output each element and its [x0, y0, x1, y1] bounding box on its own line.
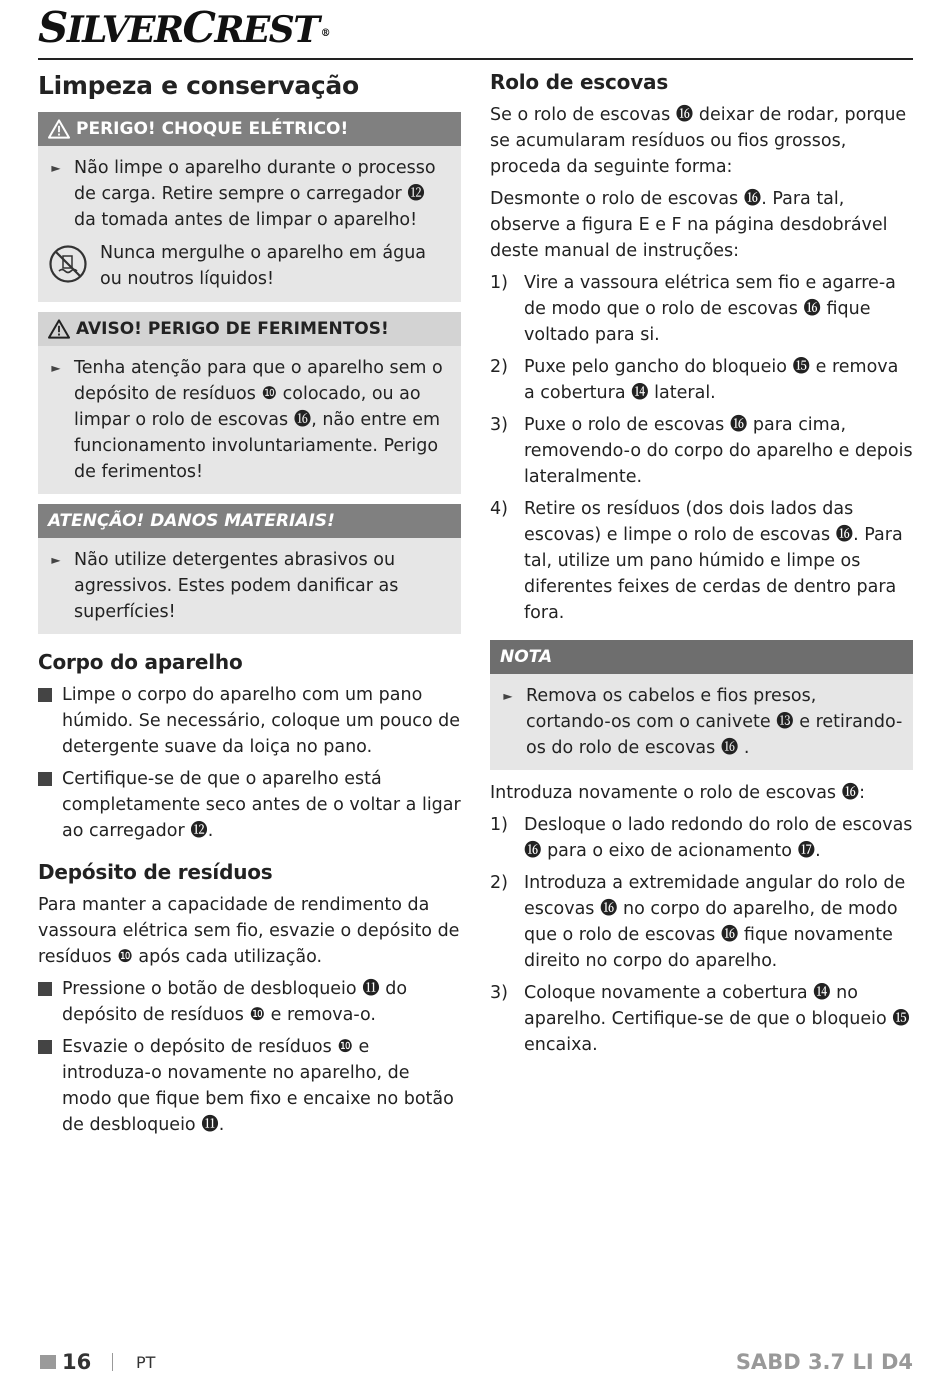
list-item: ► Não limpe o aparelho durante o processo de carga. Retire sempre o carregador ⓬ da tomada antes de limpar o aparelho!: [48, 152, 451, 236]
arrow-bullet-icon: ►: [51, 553, 61, 567]
caution-box: [38, 504, 461, 634]
square-bullet-icon: [38, 982, 52, 996]
list-item: 2) Introduza a extremidade angular do rolo de escovas ⓰ no corpo do aparelho, de modo que o rolo de escovas ⓰ fique novamente direito no corpo do aparelho.: [490, 873, 906, 971]
warning-triangle-icon: [48, 119, 70, 139]
right-column: [490, 66, 913, 1064]
danger-box-heading: PERIGO! CHOQUE ELÉTRICO!: [38, 112, 461, 146]
list-item: Limpe o corpo do aparelho com um pano húmido. Se necessário, coloque um pouco de detergente suave da loiça no pano.: [38, 682, 461, 760]
page-number: 16: [62, 1350, 92, 1374]
list-item: Pressione o botão de desbloqueio ⓫ do depósito de resíduos ❿ e remova-o.: [38, 976, 461, 1028]
list-item: 4) Retire os resíduos (dos dois lados das escovas) e limpe o rolo de escovas ⓰. Para tal, utilize um pano húmido e limpe os diferentes feixes de cerdas de dentro para fora.: [490, 499, 903, 623]
left-column: [38, 66, 461, 1144]
note-box: [490, 640, 913, 770]
list-item: 1) Desloque o lado redondo do rolo de escovas ⓰ para o eixo de acionamento ⓱.: [490, 815, 913, 861]
page-marker-icon: [40, 1355, 56, 1369]
subsection-title: Depósito de resíduos: [38, 860, 273, 884]
list-item: Nunca mergulhe o aparelho em água ou noutros líquidos!: [48, 236, 451, 296]
warning-box-heading: AVISO! PERIGO DE FERIMENTOS!: [38, 312, 461, 346]
subsection-title: Rolo de escovas: [490, 70, 669, 94]
list-item: Certifique-se de que o aparelho está completamente seco antes de o voltar a ligar ao carregador ⓬.: [38, 766, 461, 844]
list-item: ► Não utilize detergentes abrasivos ou agressivos. Estes podem danificar as superfícies!: [48, 544, 451, 628]
footer-divider: [112, 1353, 113, 1371]
caution-box-heading: ATENÇÃO! DANOS MATERIAIS!: [38, 504, 461, 538]
paragraph: Para manter a capacidade de rendimento da vassoura elétrica sem fio, esvazie o depósito de resíduos ❿ após cada utilização.: [38, 895, 460, 967]
language-code: PT: [136, 1353, 156, 1372]
paragraph: Introduza novamente o rolo de escovas ⓰:: [490, 783, 866, 803]
note-box-heading: NOTA: [490, 640, 913, 674]
arrow-bullet-icon: ►: [51, 361, 61, 375]
brand-logo: SILVERCREST ®: [38, 3, 331, 52]
steps-list: [490, 812, 913, 1058]
arrow-bullet-icon: ►: [503, 689, 513, 703]
steps-list: [490, 270, 913, 626]
list-item: Esvazie o depósito de resíduos ❿ e introduza-o novamente no aparelho, de modo que fique bem fixo e encaixe no botão de desbloqueio ⓫.: [38, 1034, 461, 1138]
warning-triangle-icon: [48, 319, 70, 339]
page-header: [38, 3, 913, 60]
page-footer: [38, 1344, 913, 1374]
list-item: 3) Puxe o rolo de escovas ⓰ para cima, removendo-o do corpo do aparelho e depois lateralmente.: [490, 415, 913, 487]
square-bullet-icon: [38, 688, 52, 702]
no-immersion-icon: [48, 244, 88, 284]
warning-box: [38, 312, 461, 494]
section-title: Limpeza e conservação: [38, 71, 359, 100]
list-item: ► Tenha atenção para que o aparelho sem o depósito de resíduos ❿ colocado, ou ao limpar o rolo de escovas ⓰, não entre em funcionamento involuntariamente. Perigo de ferimentos!: [48, 352, 451, 488]
list-item: ► Remova os cabelos e fios presos, cortando-os com o canivete ⓭ e retirando-os do rolo de escovas ⓰ .: [500, 680, 903, 764]
list-item: 2) Puxe pelo gancho do bloqueio ⓯ e remova a cobertura ⓮ lateral.: [490, 357, 899, 403]
paragraph: Se o rolo de escovas ⓰ deixar de rodar, porque se acumularam resíduos ou fios grossos, proceda da seguinte forma:: [490, 105, 907, 177]
danger-box: [38, 112, 461, 302]
list-item: 1) Vire a vassoura elétrica sem fio e agarre-a de modo que o rolo de escovas ⓰ fique voltado para si.: [490, 273, 896, 345]
arrow-bullet-icon: ►: [51, 161, 61, 175]
list-item: 3) Coloque novamente a cobertura ⓮ no aparelho. Certifique-se de que o bloqueio ⓯ encaixa.: [490, 983, 910, 1055]
model-number: SABD 3.7 LI D4: [735, 1350, 913, 1374]
square-bullet-icon: [38, 1040, 52, 1054]
subsection-title: Corpo do aparelho: [38, 650, 243, 674]
paragraph: Desmonte o rolo de escovas ⓰. Para tal, observe a figura E e F na página desdobrável deste manual de instruções:: [490, 189, 888, 261]
square-bullet-icon: [38, 772, 52, 786]
